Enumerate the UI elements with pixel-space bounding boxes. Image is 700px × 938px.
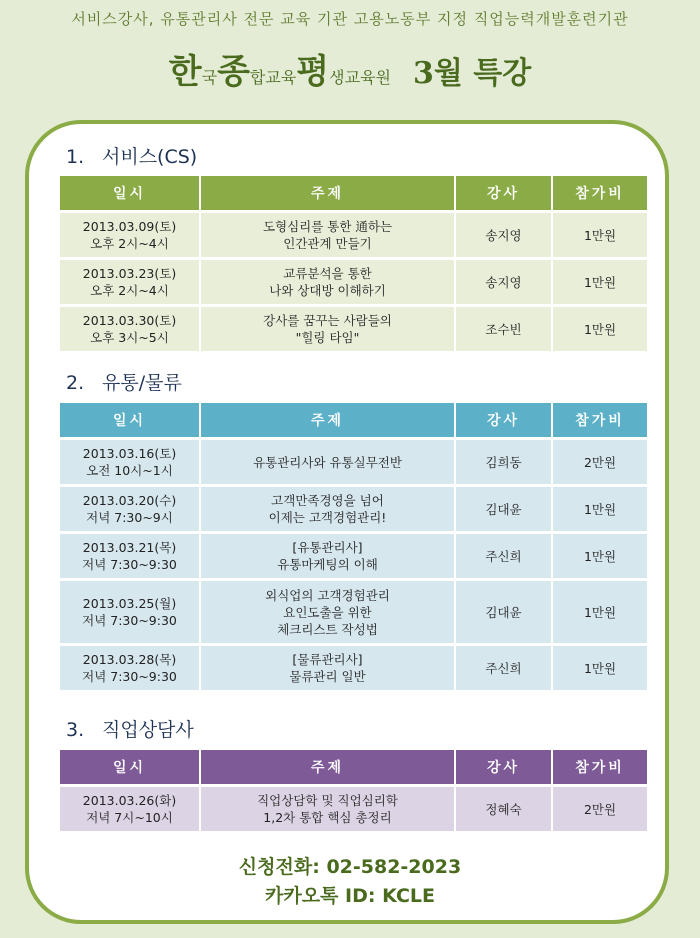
table-row — [60, 787, 647, 831]
col-header-instructor: 강사 — [454, 750, 551, 784]
datetime-cell: 2013.03.23(토) 오후 2시~4시 — [60, 260, 199, 304]
fee-cell: 1만원 — [551, 581, 647, 643]
event-title: 3월 특강 — [412, 56, 532, 91]
org-name-part: 합교육 — [249, 68, 297, 87]
contact-kakao — [0, 881, 700, 908]
datetime-cell: 2013.03.25(월) 저녁 7:30~9:30 — [60, 581, 199, 643]
topic-cell: 교류분석을 통한 나와 상대방 이해하기 — [199, 260, 454, 304]
table-row — [60, 581, 647, 643]
datetime-cell: 2013.03.21(목) 저녁 7:30~9:30 — [60, 534, 199, 578]
datetime-cell: 2013.03.30(토) 오후 3시~5시 — [60, 307, 199, 351]
table-row — [60, 534, 647, 578]
col-header-instructor: 강사 — [454, 403, 551, 437]
table-row — [60, 213, 647, 257]
table-row — [60, 487, 647, 531]
fee-cell: 1만원 — [551, 213, 647, 257]
topic-cell: 직업상담학 및 직업심리학 1,2차 통합 핵심 총정리 — [199, 787, 454, 831]
fee-cell: 2만원 — [551, 787, 647, 831]
table-row — [60, 440, 647, 484]
instructor-cell: 주신희 — [454, 646, 551, 690]
col-header-topic: 주제 — [199, 750, 454, 784]
org-name-part: 종 — [217, 52, 250, 92]
section-title: 직업상담사 — [102, 719, 194, 741]
org-name-part: 국 — [201, 68, 218, 87]
topic-cell: 고객만족경영을 넘어 이제는 고객경험관리! — [199, 487, 454, 531]
instructor-cell: 정혜숙 — [454, 787, 551, 831]
datetime-cell: 2013.03.20(수) 저녁 7:30~9시 — [60, 487, 199, 531]
instructor-cell: 김희동 — [454, 440, 551, 484]
schedule-table-cs — [60, 173, 647, 354]
org-name-part: 한 — [168, 52, 202, 92]
phone-number[interactable]: 02-582-2023 — [326, 856, 462, 878]
org-name-part: 평 — [296, 52, 330, 92]
col-header-topic: 주제 — [199, 176, 454, 210]
fee-cell: 1만원 — [551, 487, 647, 531]
fee-cell: 1만원 — [551, 534, 647, 578]
table-header-row — [60, 176, 647, 210]
phone-label: 신청전화: — [238, 856, 320, 878]
table-header-row — [60, 750, 647, 784]
col-header-instructor: 강사 — [454, 176, 551, 210]
datetime-cell: 2013.03.26(화) 저녁 7시~10시 — [60, 787, 199, 831]
instructor-cell: 김대윤 — [454, 581, 551, 643]
topic-cell: 유통관리사와 유통실무전반 — [199, 440, 454, 484]
kakao-id: KCLE — [382, 885, 435, 907]
instructor-cell: 김대윤 — [454, 487, 551, 531]
col-header-fee: 참가비 — [551, 176, 647, 210]
table-row — [60, 307, 647, 351]
datetime-cell: 2013.03.16(토) 오전 10시~1시 — [60, 440, 199, 484]
datetime-cell: 2013.03.28(목) 저녁 7:30~9:30 — [60, 646, 199, 690]
section-number: 1. — [66, 146, 85, 168]
page-title — [0, 44, 700, 93]
topic-cell: [유통관리사] 유통마케팅의 이해 — [199, 534, 454, 578]
topic-cell: 도형심리를 통한 通하는 인간관계 만들기 — [199, 213, 454, 257]
topic-cell: 강사를 꿈꾸는 사람들의 "힐링 타임" — [199, 307, 454, 351]
table-row — [60, 260, 647, 304]
datetime-cell: 2013.03.09(토) 오후 2시~4시 — [60, 213, 199, 257]
schedule-table-distribution — [60, 400, 647, 693]
instructor-cell: 주신희 — [454, 534, 551, 578]
fee-cell: 1만원 — [551, 307, 647, 351]
col-header-fee: 참가비 — [551, 403, 647, 437]
fee-cell: 1만원 — [551, 646, 647, 690]
instructor-cell: 송지영 — [454, 213, 551, 257]
org-name-part: 생교육원 — [329, 68, 391, 87]
kakao-label: 카카오톡 ID: — [264, 885, 376, 907]
col-header-datetime: 일시 — [60, 176, 199, 210]
topic-cell: [물류관리사] 물류관리 일반 — [199, 646, 454, 690]
instructor-cell: 송지영 — [454, 260, 551, 304]
topic-cell: 외식업의 고객경험관리 요인도출을 위한 체크리스트 작성법 — [199, 581, 454, 643]
schedule-table-career-counselor — [60, 747, 647, 834]
section-number: 2. — [66, 372, 85, 394]
contact-phone — [0, 852, 700, 879]
instructor-cell: 조수빈 — [454, 307, 551, 351]
section-title: 유통/물류 — [102, 372, 182, 394]
col-header-datetime: 일시 — [60, 750, 199, 784]
section-heading-1 — [66, 142, 197, 169]
col-header-topic: 주제 — [199, 403, 454, 437]
fee-cell: 2만원 — [551, 440, 647, 484]
table-header-row — [60, 403, 647, 437]
section-heading-2 — [66, 368, 182, 395]
table-row — [60, 646, 647, 690]
section-heading-3 — [66, 715, 194, 742]
fee-cell: 1만원 — [551, 260, 647, 304]
col-header-datetime: 일시 — [60, 403, 199, 437]
section-title: 서비스(CS) — [102, 146, 198, 168]
section-number: 3. — [66, 719, 85, 741]
col-header-fee: 참가비 — [551, 750, 647, 784]
header-subtitle: 서비스강사, 유통관리사 전문 교육 기관 고용노동부 지정 직업능력개발훈련기관 — [71, 10, 629, 28]
